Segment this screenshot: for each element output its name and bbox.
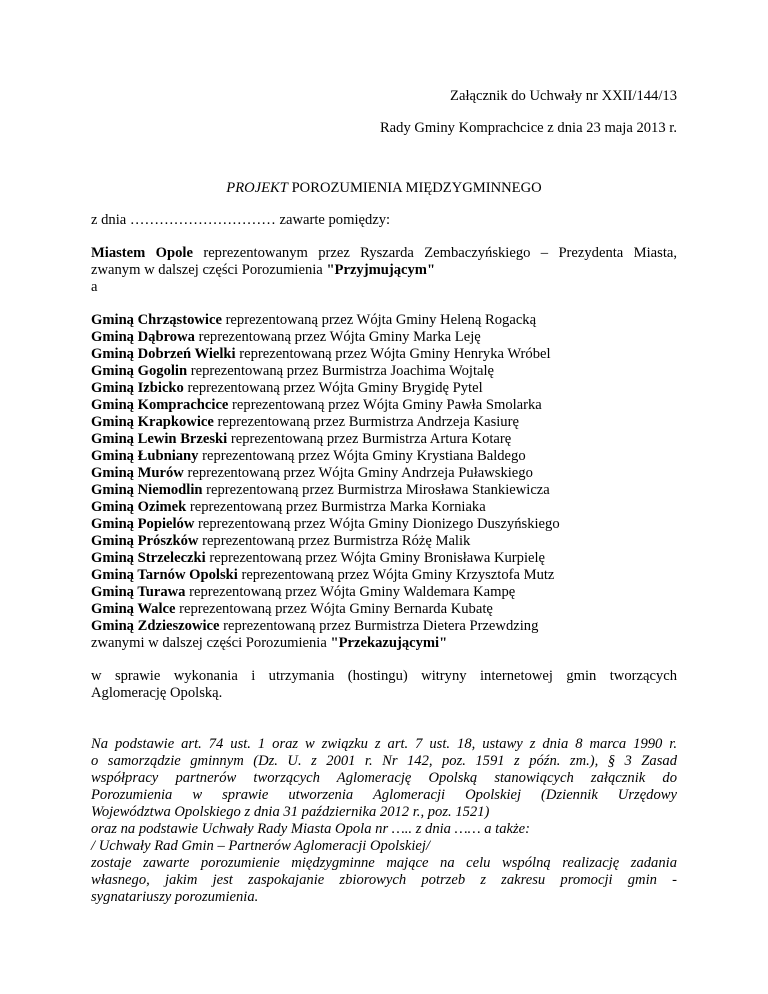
list-item: Gminą Murów reprezentowaną przez Wójta Gminy Andrzeja Puławskiego xyxy=(91,465,533,481)
list-item: Gminą Izbicko reprezentowaną przez Wójta Gminy Brygidę Pytel xyxy=(91,380,483,396)
transferring-role-line: zwanymi w dalszej części Porozumienia "Przekazującymi" xyxy=(91,635,448,651)
document-title xyxy=(0,180,768,197)
list-item: Gminą Gogolin reprezentowaną przez Burmistrza Joachima Wojtalę xyxy=(91,363,495,379)
city-party xyxy=(91,245,677,296)
legal-line: Porozumienia w sprawie utworzenia Aglomeracji Opolskiej (Dziennik Urzędowy xyxy=(91,787,677,803)
legal-line: Województwa Opolskiego z dnia 31 października 2012 r., poz. 1521) xyxy=(91,804,490,820)
date-line: z dnia ………………………… zawarte pomiędzy: xyxy=(91,212,391,228)
legal-line: Na podstawie art. 74 ust. 1 oraz w związku z art. 7 ust. 18, ustawy z dnia 8 marca 1990 r. xyxy=(91,736,677,752)
list-item: Gminą Ozimek reprezentowaną przez Burmistrza Marka Korniaka xyxy=(91,499,486,515)
city-party-line2: zwanym w dalszej części Porozumienia "Przyjmującym" xyxy=(91,262,436,278)
list-item: Gminą Niemodlin reprezentowaną przez Burmistrza Mirosława Stankiewicza xyxy=(91,482,550,498)
legal-line: oraz na podstawie Uchwały Rady Miasta Opola nr ….. z dnia …… a także: xyxy=(91,821,531,837)
list-item: Gminą Tarnów Opolski reprezentowaną przez Wójta Gminy Krzysztofa Mutz xyxy=(91,567,555,583)
list-item: Gminą Krapkowice reprezentowaną przez Burmistrza Andrzeja Kasiurę xyxy=(91,414,519,430)
list-item: Gminą Chrząstowice reprezentowaną przez Wójta Gminy Heleną Rogacką xyxy=(91,312,537,328)
list-item: Gminą Turawa reprezentowaną przez Wójta Gminy Waldemara Kampę xyxy=(91,584,516,600)
legal-line: zostaje zawarte porozumienie międzygminne mające na celu wspólną realizację zadania xyxy=(91,855,677,871)
title-draft-label: PROJEKT xyxy=(226,180,288,196)
legal-basis-paragraph xyxy=(91,736,677,906)
list-item: Gminą Prószków reprezentowaną przez Burmistrza Różę Malik xyxy=(91,533,471,549)
list-item: Gminą Strzeleczki reprezentowaną przez Wójta Gminy Bronisława Kurpielę xyxy=(91,550,546,566)
city-name: Miastem Opole xyxy=(91,245,193,261)
title-main: POROZUMIENIA MIĘDZYGMINNEGO xyxy=(287,180,542,196)
council-header: Rady Gminy Komprachcice z dnia 23 maja 2013 r. xyxy=(379,120,677,136)
list-item: Gminą Łubniany reprezentowaną przez Wójta Gminy Krystiana Baldego xyxy=(91,448,526,464)
legal-line: / Uchwały Rad Gmin – Partnerów Aglomeracji Opolskiej/ xyxy=(91,838,430,854)
list-item: Gminą Popielów reprezentowaną przez Wójta Gminy Dionizego Duszyńskiego xyxy=(91,516,560,532)
list-item: Gminą Zdzieszowice reprezentowaną przez Burmistrza Dietera Przewdzing xyxy=(91,618,539,634)
list-item: Gminą Dąbrowa reprezentowaną przez Wójta Gminy Marka Leję xyxy=(91,329,481,345)
legal-line: o samorządzie gminnym (Dz. U. z 2001 r. Nr 142, poz. 1591 z późn. zm.), § 3 Zasad xyxy=(91,753,677,769)
legal-line: własnego, jakim jest zaspokajanie zbiorowych potrzeb z zakresu promocji gmin - xyxy=(91,872,677,888)
parties-list xyxy=(91,312,677,652)
city-party-line1: Miastem Opole reprezentowanym przez Ryszarda Zembaczyńskiego – Prezydenta Miasta, xyxy=(91,245,678,261)
attachment-header: Załącznik do Uchwały nr XXII/144/13 xyxy=(450,88,677,104)
list-item: Gminą Komprachcice reprezentowaną przez Wójta Gminy Pawła Smolarka xyxy=(91,397,542,413)
city-role: "Przyjmującym" xyxy=(326,262,436,278)
list-item: Gminą Walce reprezentowaną przez Wójta Gminy Bernarda Kubatę xyxy=(91,601,493,617)
transferring-role: "Przekazującymi" xyxy=(330,635,448,651)
legal-line: współpracy partnerów tworzących Aglomerację Opolską stanowiących załącznik do xyxy=(91,770,677,786)
list-item: Gminą Lewin Brzeski reprezentowaną przez Burmistrza Artura Kotarę xyxy=(91,431,512,447)
legal-line: sygnatariuszy porozumienia. xyxy=(91,889,259,905)
subject-paragraph: w sprawie wykonania i utrzymania (hostingu) witryny internetowej gmin tworzących Aglomerację Opolską. xyxy=(91,668,677,701)
conjunction: a xyxy=(91,279,98,295)
list-item: Gminą Dobrzeń Wielki reprezentowaną przez Wójta Gminy Henryka Wróbel xyxy=(91,346,551,362)
